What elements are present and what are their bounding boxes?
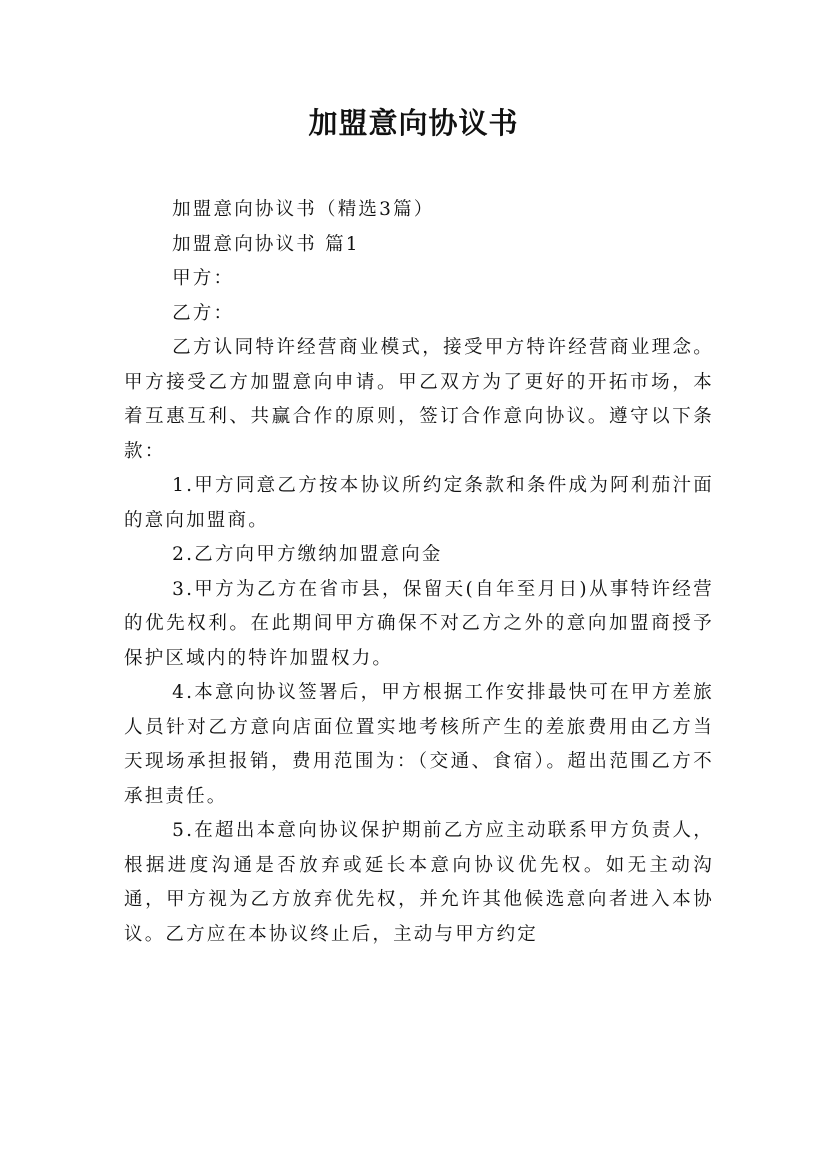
paragraph-collection-heading: 加盟意向协议书（精选3篇） bbox=[172, 199, 435, 220]
paragraph-clause-2: 2.乙方向甲方缴纳加盟意向金 bbox=[172, 544, 443, 565]
document-body bbox=[124, 193, 714, 952]
paragraph-clause-3: 3.甲方为乙方在省市县，保留天(自年至月日)从事特许经营的优先权利。在此期间甲方确保不对乙方之外的意向加盟商授予保护区域内的特许加盟权力。 bbox=[124, 578, 714, 669]
paragraph-clause-1: 1.甲方同意乙方按本协议所约定条款和条件成为阿利茄汁面的意向加盟商。 bbox=[124, 475, 714, 531]
paragraph-party-b: 乙方： bbox=[172, 302, 235, 324]
paragraph-clause-4: 4.本意向协议签署后，甲方根据工作安排最快可在甲方差旅人员针对乙方意向店面位置实地考核所产生的差旅费用由乙方当天现场承担报销，费用范围为：（交通、食宿）。超出范围乙方不承担责任。 bbox=[124, 682, 714, 807]
document-title: 加盟意向协议书 bbox=[308, 106, 519, 140]
paragraph-clause-5: 5.在超出本意向协议保护期前乙方应主动联系甲方负责人，根据进度沟通是否放弃或延长本意向协议优先权。如无主动沟通，甲方视为乙方放弃优先权，并允许其他候选意向者进入本协议。乙方应在本协议终止后，主动与甲方约定 bbox=[124, 820, 714, 945]
paragraph-intro: 乙方认同特许经营商业模式，接受甲方特许经营商业理念。甲方接受乙方加盟意向申请。甲乙双方为了更好的开拓市场，本着互惠互利、共赢合作的原则，签订合作意向协议。遵守以下条款： bbox=[124, 337, 714, 462]
paragraph-section-heading: 加盟意向协议书 篇1 bbox=[172, 233, 360, 255]
paragraph-party-a: 甲方： bbox=[172, 268, 235, 289]
